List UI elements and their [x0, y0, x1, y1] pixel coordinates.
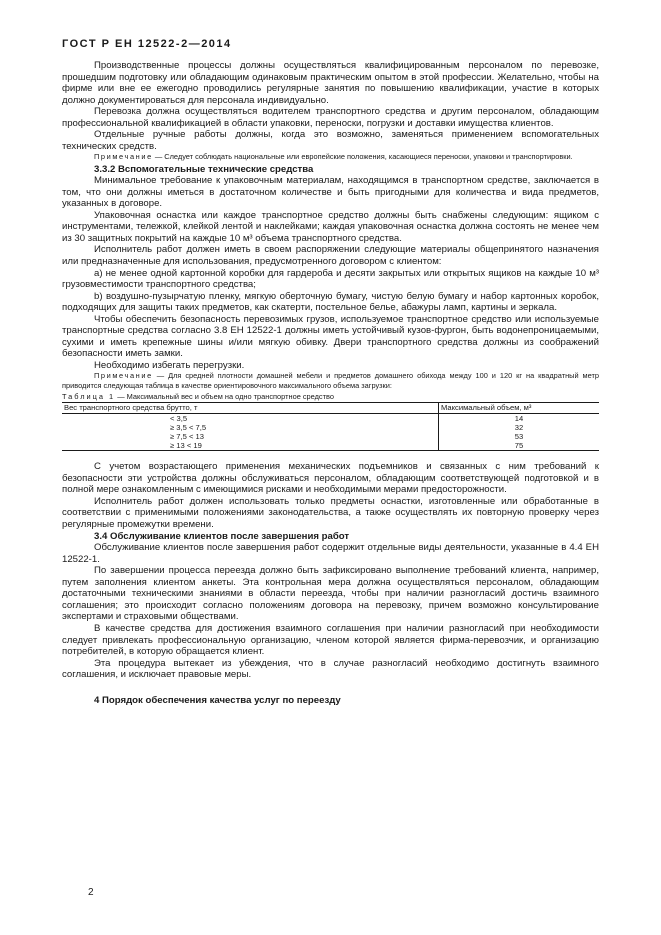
- paragraph: Отдельные ручные работы должны, когда это возможно, заменяться применением вспомогательных технических средств.: [62, 129, 599, 152]
- section-heading: 3.4 Обслуживание клиентов после завершения работ: [94, 530, 350, 542]
- paragraph: Минимальное требование к упаковочным материалам, находящимся в транспортном средстве, заключается в том, что они должны иметься в достаточном количестве и быть пригодными для количества и вида предметов, указанных в договоре.: [62, 175, 599, 210]
- weight-cell: < 3,5: [62, 413, 439, 423]
- table-header-weight: Вес транспортного средства брутто, т: [62, 402, 439, 413]
- table-row: [62, 413, 599, 423]
- paragraph: Производственные процессы должны осуществляться квалифицированным персоналом по перевозке, прошедшим подготовку или обладающим одинаковым практическим опытом в этой профессии. Желательно, чтобы на фирме или вне ее ежегодно проводились регулярные занятия по повышению квалификации, участие в которых должно документироваться для персонала индивидуально.: [62, 60, 599, 106]
- document-body: [62, 60, 599, 706]
- weight-cell: ≥ 13 < 19: [62, 441, 439, 451]
- list-item: b) воздушно-пузырчатую пленку, мягкую оберточную бумагу, чистую белую бумагу и набор картонных коробок, подходящих для защиты таких предметов, как скатерти, постельное белье, абажуры ламп, картины и зеркала.: [62, 290, 599, 314]
- page-number: 2: [88, 887, 94, 898]
- table-row: [62, 423, 599, 432]
- document-header: ГОСТ Р ЕН 12522-2—2014: [62, 38, 232, 50]
- paragraph: В качестве средства для достижения взаимного соглашения при наличии разногласий при необходимости следует привлекать профессиональную организацию, членом которой является фирма-перевозчик, и организацию потребителей, в которую обращается клиент.: [62, 622, 599, 658]
- note-text: — Для средней плотности домашней мебели и предметов домашнего обихода между 100 и 120 кг на квадратный метр приводится следующая таблица в качестве ориентировочного максимального объема загрузки:: [62, 371, 599, 390]
- list-item: а) не менее одной картонной коробки для гардероба и десяти закрытых или открытых ящиков на каждые 10 м³ грузовместимости транспортного средства;: [62, 267, 599, 291]
- volume-cell: 14: [514, 413, 524, 423]
- table-label: Таблица 1: [62, 391, 116, 401]
- note-text: — Следует соблюдать национальные или европейские положения, касающиеся переноски, упаковки и транспортировки.: [152, 152, 573, 162]
- paragraph: Необходимо избегать перегрузки.: [94, 359, 245, 371]
- volume-cell: 53: [514, 432, 524, 442]
- table-caption-text: — Максимальный вес и объем на одно транспортное средство: [115, 391, 334, 401]
- table-caption: [62, 392, 599, 401]
- note: [62, 152, 599, 161]
- table-row: [62, 432, 599, 441]
- paragraph: Чтобы обеспечить безопасность перевозимых грузов, используемое транспортное средство или используемые транспортные средства согласно 3.8 ЕН 12522-1 должны иметь устойчивый кузов-фургон, быть водонепроницаемыми, сухими и иметь крепежные шины и/или мягкую обивку. Двери транспортного средства должны из соображений безопасности иметь замки.: [62, 313, 599, 360]
- weight-cell: ≥ 3,5 < 7,5: [62, 423, 439, 432]
- volume-cell: 32: [514, 423, 524, 433]
- note-label: Примечание: [94, 371, 153, 381]
- load-table: [62, 402, 599, 451]
- paragraph: Эта процедура вытекает из убеждения, что в случае разногласий необходимо достигнуть взаимного соглашения, и исключает правовые меры.: [62, 657, 599, 681]
- chapter-heading: 4 Порядок обеспечения качества услуг по переезду: [94, 694, 341, 706]
- paragraph: По завершении процесса переезда должно быть зафиксировано выполнение требований клиента, например, путем заполнения клиентом анкеты. Эта контрольная мера должна осуществляться персоналом, обладающим достаточными техническими знаниями в области переезда, чтобы при наличии разногласий достичь взаимного соглашения; это происходит согласно положениям договора на перевозку, причем возможно консультирование экспертами и страховыми обществами.: [62, 565, 599, 623]
- note: [62, 371, 599, 389]
- table-row: [62, 441, 599, 451]
- section-heading: 3.3.2 Вспомогательные технические средства: [94, 163, 314, 175]
- weight-cell: ≥ 7,5 < 13: [62, 432, 439, 441]
- table-header-volume: Максимальный объем, м³: [439, 402, 600, 413]
- paragraph: Обслуживание клиентов после завершения работ содержит отдельные виды деятельности, указанные в 4.4 ЕН 12522-1.: [62, 542, 599, 565]
- paragraph: Исполнитель работ должен иметь в своем распоряжении следующие материалы общепринятого назначения или предназначенные для использования, предусмотренного договором с клиентом:: [62, 244, 599, 267]
- paragraph: Перевозка должна осуществляться водителем транспортного средства и другим персоналом, обладающим профессиональной квалификацией в области упаковки, переноски, погрузки и доставки имущества клиентов.: [62, 106, 599, 129]
- note-label: Примечание: [94, 152, 153, 162]
- paragraph: С учетом возрастающего применения механических подъемников и связанных с ним требований к безопасности эти устройства должны обслуживаться персоналом, обладающим соответствующей подготовкой и в полной мере ознакомленным с имеющимися рисками и необходимыми мерами предосторожности.: [62, 461, 599, 496]
- volume-cell: 75: [439, 441, 600, 451]
- paragraph: Упаковочная оснастка или каждое транспортное средство должны быть снабжены следующим: ящиком с инструментами, тележкой, клейкой лентой и наклейками; каждая упаковочная оснастка должна состоять не менее чем из 30 защитных покрытий на каждые 10 м³ объема транспортного средства.: [62, 209, 599, 244]
- paragraph: Исполнитель работ должен использовать только предметы оснастки, изготовленные или обработанные в соответствии с применимыми положениями законодательства, а также осуществлять их повторную проверку через регулярные промежутки времени.: [62, 495, 599, 531]
